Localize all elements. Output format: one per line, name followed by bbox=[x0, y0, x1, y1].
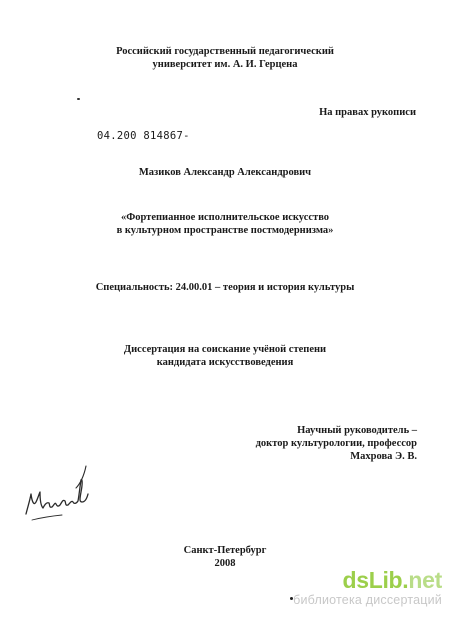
logo-part-ds: ds bbox=[342, 567, 369, 593]
degree-line-2: кандидата искусствоведения bbox=[156, 357, 294, 368]
supervisor-block bbox=[256, 424, 417, 463]
supervisor-line-1: Научный руководитель – bbox=[297, 425, 417, 436]
author-signature-image bbox=[18, 458, 98, 538]
degree-statement bbox=[0, 343, 450, 369]
dslib-watermark bbox=[252, 567, 442, 608]
manuscript-rights-note: На правах рукописи bbox=[319, 107, 416, 118]
year: 2008 bbox=[214, 558, 236, 569]
supervisor-line-2: доктор культурологии, профессор bbox=[255, 438, 417, 449]
university-line-2: университет им. А. И. Герцена bbox=[152, 59, 298, 70]
dslib-logo bbox=[252, 567, 442, 593]
title-line-2: в культурном пространстве постмодернизма» bbox=[116, 225, 334, 236]
dissertation-title bbox=[0, 211, 450, 237]
degree-line-1: Диссертация на соискание учёной степени bbox=[123, 344, 327, 355]
registration-stamp-number: 04.200 814867- bbox=[97, 130, 190, 142]
logo-part-lib: Lib bbox=[368, 567, 403, 593]
specialty-line: Специальность: 24.00.01 – теория и история культуры bbox=[95, 282, 355, 293]
city: Санкт-Петербург bbox=[183, 545, 267, 556]
supervisor-line-3: Махрова Э. В. bbox=[350, 451, 417, 462]
author-name: Мазиков Александр Александрович bbox=[138, 167, 312, 178]
dslib-tagline: библиотека диссертаций bbox=[293, 593, 442, 607]
university-line-1: Российский государственный педагогический bbox=[116, 46, 334, 57]
university-name bbox=[0, 45, 450, 71]
logo-part-net: net bbox=[408, 567, 442, 593]
title-line-1: «Фортепианное исполнительское искусство bbox=[120, 212, 330, 223]
scan-speck bbox=[77, 98, 80, 100]
logo-part-dot: . bbox=[402, 567, 409, 593]
